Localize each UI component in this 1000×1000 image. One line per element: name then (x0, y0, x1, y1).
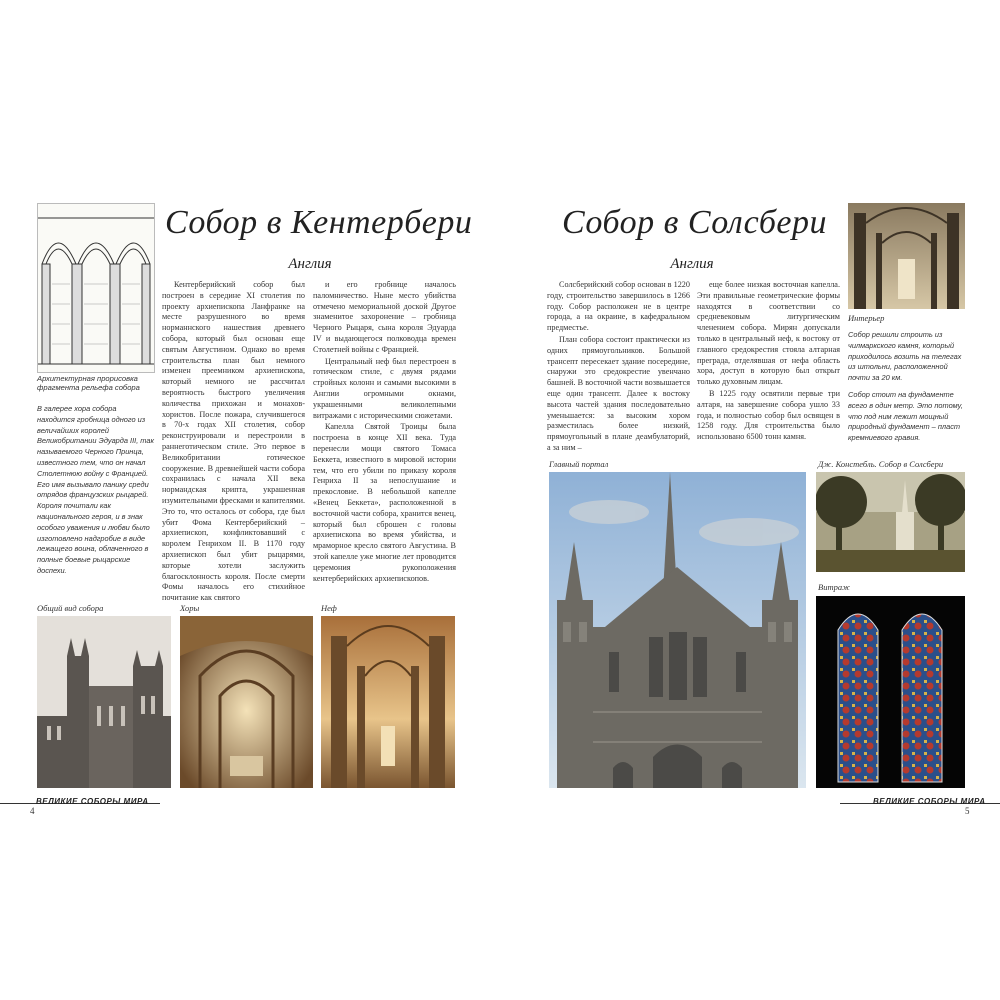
page-title: Собор в Солсбери (562, 204, 828, 241)
cathedral-exterior-photo (37, 616, 171, 788)
right-sidebar (848, 330, 968, 444)
window-caption: Витраж (818, 582, 850, 592)
constable-caption: Дж. Констебль. Собор в Солсбери (818, 459, 944, 469)
relief-drawing-image (37, 203, 155, 373)
right-text-column-2 (697, 280, 840, 443)
paragraph: Центральный неф был перестроен в готическом стиле, с двумя рядами стройных колонн и самыми высокими в Англии огромными окнами, украшенными великолепными витражами с историческими сюжетами. (313, 356, 456, 420)
paragraph: и его гробнице началось паломничество. Ныне место убийства отмечено мемориальной доской Другое знаменитое захоронение – гробница Черного Рыцаря, сына короля Эдуарда IV и выдающегося полководца времен Столетней войны с Францией. (313, 280, 456, 354)
running-footer: ВЕЛИКИЕ СОБОРЫ МИРА (36, 797, 149, 806)
page-subtitle: Англия (670, 256, 714, 272)
running-footer: ВЕЛИКИЕ СОБОРЫ МИРА (873, 797, 986, 806)
photo-caption: Хоры (180, 603, 200, 613)
right-text-column-1 (547, 280, 690, 454)
paragraph: В 1225 году освятили первые три алтаря, на завершение собора ушло 33 года, и полностью собор был освящен в 1258 году. Для строительства было использовано 6500 тонн камня. (697, 388, 840, 442)
sidebar-text: Собор решили строить из чилмаркского камня, который приходилось возить на телегах из штольни, расположенной почти за 20 км. (848, 330, 962, 383)
choir-photo (180, 616, 313, 788)
page-title: Собор в Кентербери (165, 204, 473, 241)
relief-caption: Архитектурная прорисовка фрагмента рельефа собора (37, 374, 140, 393)
sidebar-text: В галерее хора собора находится гробница одного из величайших королей Великобритании Эдуарда III, так называемого Черного Принца, известного тем, что он начал Столетнюю войну с Францией. Его имя вызывало панику среди отрядов французских рыцарей. Короля почитали как национального героя, и в знак особого уважения и любви было изготовлено надгробие в виде лежащего воина, облаченного в полные боевые рыцарские доспехи. (37, 404, 154, 575)
paragraph: План собора состоит практически из одних прямоугольников. Большой трансепт пересекает здание посередине, снаружи это средокрестие увенчано башней. В восточной части возвышается еще один трансепт. Далее к востоку высота частей здания последовательно уменьшается: за высоким хором разместилась более низкий, прямоугольный в плане деамбулаторий, а за ним – (547, 334, 690, 452)
main-portal-photo (549, 472, 806, 788)
paragraph: еще более низкая восточная капелла. Эти правильные геометрические формы находятся в соответствии со средневековым литургическим членением собора. Мирян допускали только в центральный неф, к востоку от главного средокрестия стояла алтарная преграда, отделявшая от нефа область хора, доступ в которую был открыт только духовным лицам. (697, 280, 840, 387)
page-subtitle: Англия (288, 256, 332, 272)
paragraph: Кентерберийский собор был построен в середине XI столетия по проекту архиепископа Ланфранке на месте разрушенного во время норманнского нашествия древнего собора, который был основан еще святым Августином. Однако во время строительства план был немного изменен преемником архиепископа, который немного не рассчитал вероятность быстрого увеличения количества прихожан и монахов-хористов. После пожара, случившегося в 70-х годах XII столетия, собор реконструировали и перестроили в раннеготическом стиле. Это первое в Великобритании готическое сооружение. В древнейшей части собора сохранилась с начала XII века нормандская крипта, украшенная изумительными фресками и капителями. Это то, что осталось от собора, где был убит Фома Кентерберийский – архиепископ, конфликтовавший с королем Генрихом II. В 1170 году архиепископ был убит рыцарями, которые хотели заслужить благосклонность короля. После смерти Фомы началось его стихийное почитание как святого (162, 280, 305, 603)
photo-caption: Неф (321, 603, 337, 613)
interior-photo (848, 203, 965, 309)
page-number: 5 (965, 806, 970, 816)
portal-caption: Главный портал (549, 459, 609, 469)
left-text-column-2 (313, 280, 456, 584)
interior-caption: Интерьер (848, 313, 885, 323)
constable-painting-photo (816, 472, 965, 572)
left-text-column-1 (162, 280, 305, 604)
left-sidebar (37, 404, 155, 577)
paragraph: Солсберийский собор основан в 1220 году, строительство завершилось в 1266 году. Собор расположен не в центре города, а на окраине, в кафедральном предместье. (547, 280, 690, 333)
stained-glass-photo (816, 596, 965, 788)
page-number: 4 (30, 806, 35, 816)
photo-caption: Общий вид собора (37, 603, 104, 613)
sidebar-text: Собор стоит на фундаменте всего в один метр. Это потому, что под ним лежит мощный природный фундамент – пласт кремниевого гравия. (848, 389, 963, 443)
nave-photo (321, 616, 455, 788)
paragraph: Капелла Святой Троицы была построена в конце XII века. Туда перенесли мощи святого Томаса Беккета, известного в мировой истории тем, что его убили по приказу короля Генриха II за непослушание и прекословие. В небольшой капелле «Венец Беккета», расположенной в восточной части собора, хранится венец, который был сброшен с головы архиепископа во время убийства, и мраморное кресло святого Августина. В этой капелле уже многие лет проводится церемония рукоположения кентерберийских архиепископов. (313, 422, 456, 583)
